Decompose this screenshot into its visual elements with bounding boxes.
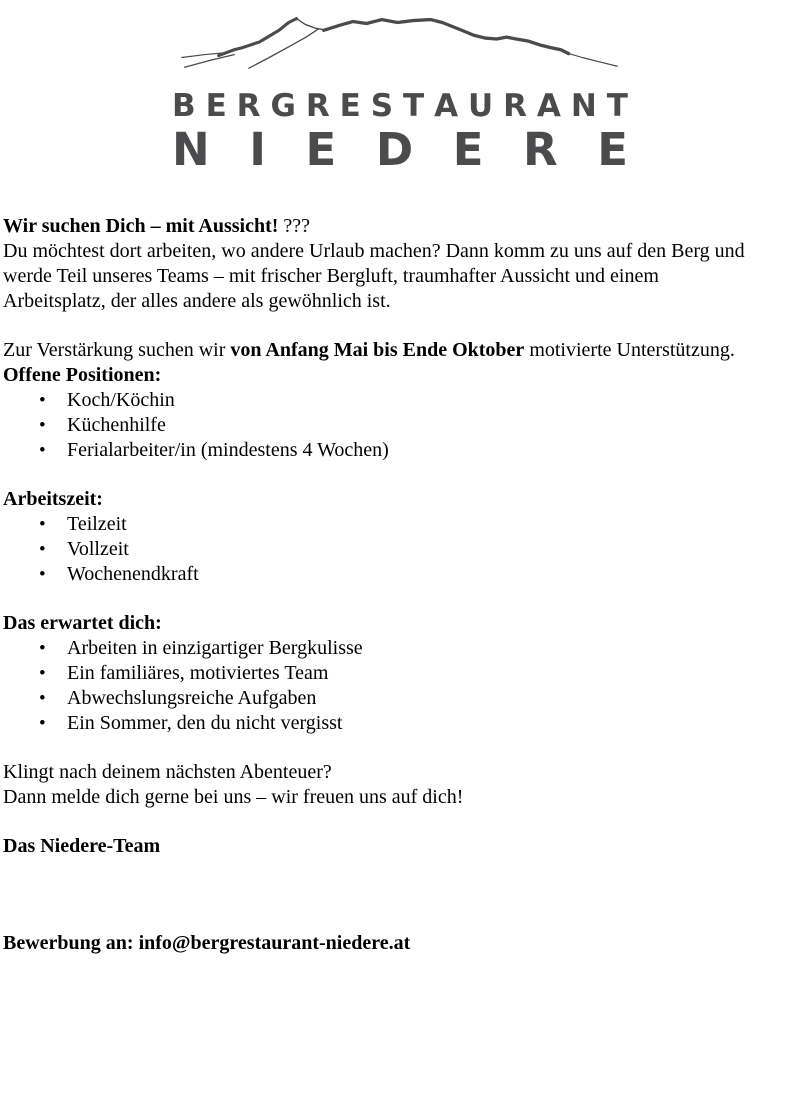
list-item — [3, 537, 798, 562]
section-title-expectations: Das erwartet dich: — [3, 612, 162, 634]
item-label: Ein Sommer, den du nicht vergisst — [67, 712, 343, 734]
bullet-icon: • — [39, 638, 46, 659]
intro-line: Du möchtest dort arbeiten, wo andere Urlaub machen? Dann komm zu uns auf den Berg und — [3, 240, 745, 262]
season-line — [3, 338, 798, 363]
job-ad-title-suffix: ??? — [278, 215, 311, 237]
job-ad-title-text: Wir suchen Dich – mit Aussicht! — [3, 215, 279, 237]
season-prefix: Zur Verstärkung suchen wir — [3, 339, 231, 361]
list-item — [3, 686, 798, 711]
list-item — [3, 636, 798, 661]
application-label: Bewerbung an: — [3, 932, 139, 954]
logo — [172, 5, 628, 176]
job-ad-title — [3, 214, 798, 239]
intro-paragraph — [3, 239, 798, 314]
bullet-icon: • — [39, 564, 46, 585]
list-item — [3, 388, 798, 413]
job-ad-content — [0, 214, 800, 956]
logo-text-bergrestaurant: B E R G R E S T A U R A N T — [172, 88, 628, 124]
list-item — [3, 413, 798, 438]
worktime-list — [3, 512, 798, 587]
item-label: Vollzeit — [67, 538, 129, 560]
logo-text-niedere: N I E D E R E — [172, 123, 628, 176]
mountain-ridge-icon — [172, 5, 628, 75]
section-title-positions: Offene Positionen: — [3, 364, 162, 386]
item-label: Küchenhilfe — [67, 414, 166, 436]
list-item — [3, 562, 798, 587]
item-label: Ein familiäres, motiviertes Team — [67, 662, 329, 684]
bullet-icon: • — [39, 390, 46, 411]
positions-list — [3, 388, 798, 463]
item-label: Ferialarbeiter/in (mindestens 4 Wochen) — [67, 439, 389, 461]
list-item — [3, 661, 798, 686]
bullet-icon: • — [39, 713, 46, 734]
list-item — [3, 711, 798, 736]
bullet-icon: • — [39, 688, 46, 709]
application-contact — [3, 931, 798, 956]
email-address: info@bergrestaurant-niedere.at — [138, 932, 411, 954]
intro-line: Arbeitsplatz, der alles andere als gewöhnlich ist. — [3, 290, 391, 312]
item-label: Wochenendkraft — [67, 563, 199, 585]
bullet-icon: • — [39, 415, 46, 436]
expectations-list — [3, 636, 798, 736]
list-item — [3, 438, 798, 463]
section-title-worktime: Arbeitszeit: — [3, 488, 103, 510]
closing-line: Dann melde dich gerne bei uns – wir freuen uns auf dich! — [3, 786, 464, 808]
season-suffix: motivierte Unterstützung. — [524, 339, 735, 361]
item-label: Arbeiten in einzigartiger Bergkulisse — [67, 637, 363, 659]
list-item — [3, 512, 798, 537]
item-label: Abwechslungsreiche Aufgaben — [67, 687, 317, 709]
item-label: Koch/Köchin — [67, 389, 175, 411]
closing-paragraph — [3, 760, 798, 810]
bullet-icon: • — [39, 514, 46, 535]
bullet-icon: • — [39, 663, 46, 684]
bullet-icon: • — [39, 440, 46, 461]
item-label: Teilzeit — [67, 513, 127, 535]
bullet-icon: • — [39, 539, 46, 560]
signature: Das Niedere-Team — [3, 835, 161, 857]
season-period: von Anfang Mai bis Ende Oktober — [230, 339, 525, 361]
closing-line: Klingt nach deinem nächsten Abenteuer? — [3, 761, 332, 783]
intro-line: werde Teil unseres Teams – mit frischer Bergluft, traumhafter Aussicht und einem — [3, 265, 659, 287]
